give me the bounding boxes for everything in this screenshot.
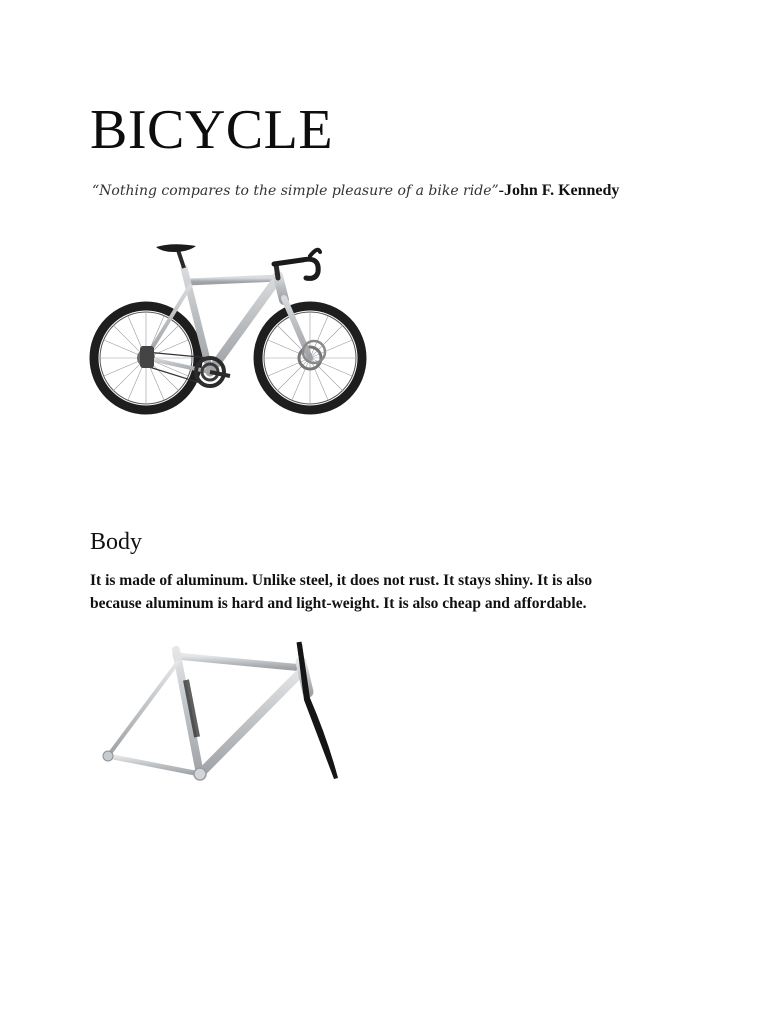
road-bicycle-icon: [88, 238, 368, 418]
bike-frame: [146, 264, 310, 372]
quote-author: -John F. Kennedy: [498, 182, 620, 199]
paragraph-line: because aluminum is hard and light-weight. It is also cheap and affordable.: [90, 595, 587, 612]
bicycle-frame-icon: [98, 640, 348, 788]
paragraph-line: It is made of aluminum. Unlike steel, it does not rust. It stays shiny. It is also: [90, 572, 593, 589]
section-heading-body: Body: [90, 529, 143, 555]
page-title: BICYCLE: [90, 99, 334, 161]
quote-text: “Nothing compares to the simple pleasure of a bike ride”: [92, 183, 499, 199]
body-paragraph: [90, 569, 690, 615]
quote: [92, 181, 619, 201]
